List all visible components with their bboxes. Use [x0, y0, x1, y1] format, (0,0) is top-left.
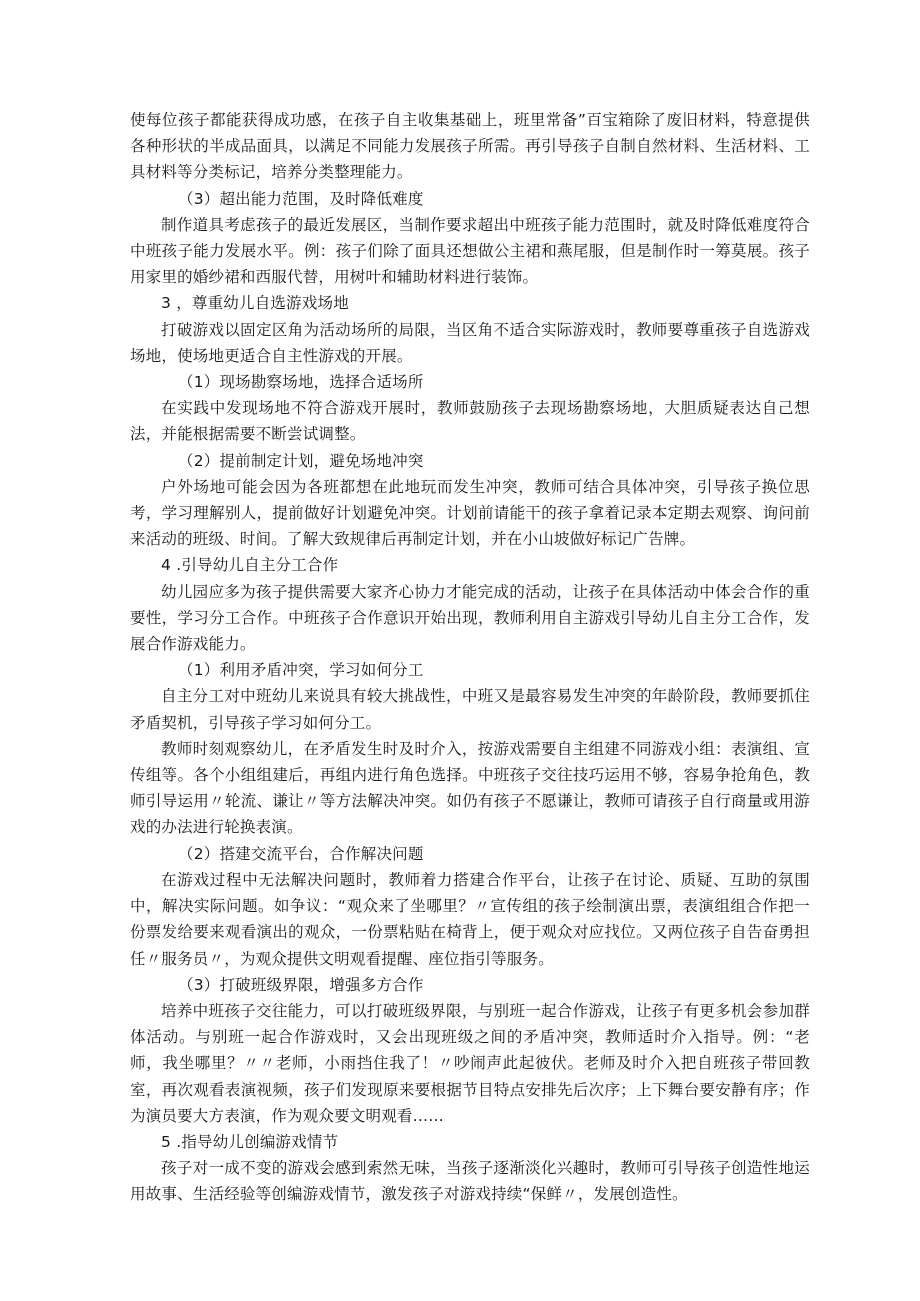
subheading: （2）搭建交流平台，合作解决问题 — [178, 844, 424, 863]
subheading: （3）超出能力范围，及时降低难度 — [178, 189, 424, 208]
section-heading: 3 ，尊重幼儿自选游戏场地 — [161, 294, 349, 313]
paragraph: 培养中班孩子交往能力，可以打破班级界限，与别班一起合作游戏，让孩子有更多机会参加群体活动。与别班一起合作游戏时，又会出现班级之间的矛盾冲突，教师适时介入指导。例：“老师，我坐哪里？〃〃老师，小雨挡住我了！〃吵闹声此起彼伏。老师及时介入把自班孩子带回教室，再次观看表演视频，孩子们发现原来要根据节目特点安排先后次序；上下舞台要安静有序；作为演员要大方表演，作为观众要文明观看…… — [130, 1001, 810, 1125]
paragraph: 孩子对一成不变的游戏会感到索然无味，当孩子逐渐淡化兴趣时，教师可引导孩子创造性地运用故事、生活经验等创编游戏情节，激发孩子对游戏持续“保鲜〃，发展创造性。 — [130, 1159, 810, 1204]
paragraph: 在游戏过程中无法解决问题时，教师着力搭建合作平台，让孩子在讨论、质疑、互助的氛围中，解决实际问题。如争议：“观众来了坐哪里？〃宣传组的孩子绘制演出票，表演组组合作把一份票发给要来观看演出的观众，一份票粘贴在椅背上，便于观众对应找位。又两位孩子自告奋勇担任〃服务员〃，为观众提供文明观看提醒、座位指引等服务。 — [130, 870, 810, 968]
subheading: （1）利用矛盾冲突，学习如何分工 — [178, 661, 424, 680]
paragraph: 户外场地可能会因为各班都想在此地玩而发生冲突，教师可结合具体冲突，引导孩子换位思考，学习理解别人，提前做好计划避免冲突。计划前请能干的孩子拿着记录本定期去观察、询问前来活动的班级、时间。了解大致规律后再制定计划，并在小山坡做好标记广告牌。 — [130, 477, 810, 549]
document-body — [130, 107, 810, 1208]
paragraph: 教师时刻观察幼儿，在矛盾发生时及时介入，按游戏需要自主组建不同游戏小组：表演组、宣传组等。各个小组组建后，再组内进行角色选择。中班孩子交往技巧运用不够，容易争抢角色，教师引导运用〃轮流、谦让〃等方法解决冲突。如仍有孩子不愿谦让，教师可请孩子自行商量或用游戏的办法进行轮换表演。 — [130, 739, 810, 837]
section-heading: 4 .引导幼儿自主分工合作 — [161, 556, 339, 575]
paragraph: 制作道具考虑孩子的最近发展区，当制作要求超出中班孩子能力范围时，就及时降低难度符合中班孩子能力发展水平。例：孩子们除了面具还想做公主裙和燕尾服，但是制作时一筹莫展。孩子用家里的婚纱裙和西服代替，用树叶和辅助材料进行装饰。 — [130, 215, 810, 287]
subheading: （3）打破班级界限，增强多方合作 — [178, 975, 424, 994]
paragraph: 打破游戏以固定区角为活动场所的局限，当区角不适合实际游戏时，教师要尊重孩子自选游戏场地，使场地更适合自主性游戏的开展。 — [130, 320, 810, 365]
paragraph: 自主分工对中班幼儿来说具有较大挑战性，中班又是最容易发生冲突的年龄阶段，教师要抓住矛盾契机，引导孩子学习如何分工。 — [130, 687, 810, 732]
paragraph: 使每位孩子都能获得成功感，在孩子自主收集基础上，班里常备”百宝箱除了废旧材料，特意提供各种形状的半成品面具，以满足不同能力发展孩子所需。再引导孩子自制自然材料、生活材料、工具材料等分类标记，培养分类整理能力。 — [130, 111, 810, 182]
paragraph: 在实践中发现场地不符合游戏开展时，教师鼓励孩子去现场勘察场地，大胆质疑表达自己想法，并能根据需要不断尝试调整。 — [130, 399, 810, 444]
subheading: （2）提前制定计划，避免场地冲突 — [178, 451, 424, 470]
paragraph: 幼儿园应多为孩子提供需要大家齐心协力才能完成的活动，让孩子在具体活动中体会合作的重要性，学习分工合作。中班孩子合作意识开始出现，教师利用自主游戏引导幼儿自主分工合作，发展合作游戏能力。 — [130, 582, 810, 654]
section-heading: 5 .指导幼儿创编游戏情节 — [161, 1132, 339, 1151]
subheading: （1）现场勘察场地，选择合适场所 — [178, 373, 424, 392]
